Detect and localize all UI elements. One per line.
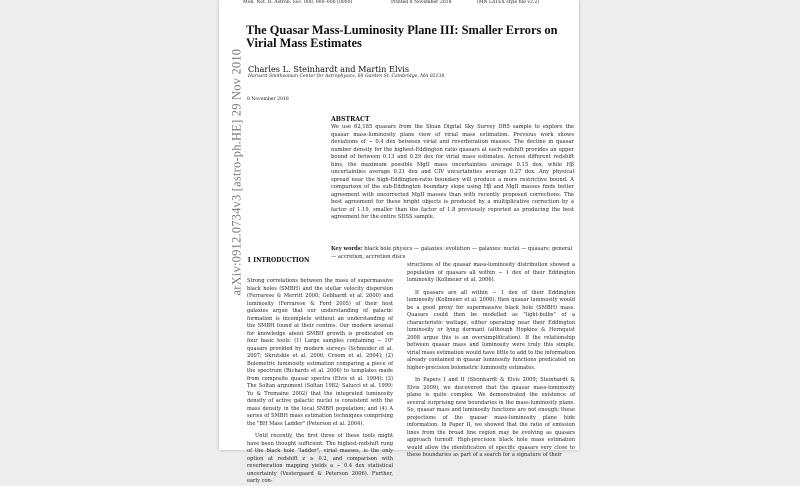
paper-date: 8 November 2018 [247,97,289,102]
running-header [239,0,569,8]
keywords-label: Key words: [331,246,363,252]
right-column [407,262,575,460]
intro-paragraph-5: In Papers I and II (Steinhardt & Elvis 2009; Steinhardt & Elvis 2009), we discovered that the quasar mass-luminosity plane is quite complex. We demonstrated the existence of several surprising new boundaries in the mass-luminosity plane. So, quasar mass and luminosity functions are not enough; these projections of the quasar mass-luminosity plane hide information. In Paper II, we showed that the ratio of emission lines from the broad line region may be evolving as quasars approach turnoff. High-precision black hole mass estimation would allow the identification of specific quasars very close to these boundaries as part of a search for a signature of their [407,377,575,458]
abstract-text: We use 62,185 quasars from the Sloan Digital Sky Survey DR5 sample to explore the quasar mass-luminosity plane view of virial mass estimation. Previous work shows deviations of ∼ 0.4 dex between virial and reverberation masses. The decline in quasar number density for the highest-Eddington ratio quasars at each redshift provides an upper bound of between 0.13 and 0.29 dex for virial mass estimates. Across different redshift bins, the maximum possible MgII mass uncertainties average 0.15 dex, while Hβ uncertainties average 0.21 dex and CIV uncertainties average 0.27 dex. Any physical spread near the high-Eddington-ratio boundary will produce a more restrictive bound. A comparison of the sub-Eddington boundary slope using Hβ and MgII masses finds better agreement with uncorrected MgII masses than with recently proposed corrections. The best agreement for these bright objects is produced by a multiplicative correction by a factor of 1.19, smaller than the factor of 1.8 previously reported as producing the best agreement for the entire SDSS sample. [331,124,574,220]
affiliation: Harvard-Smithsonian Center for Astrophysics, 60 Garden St, Cambridge, MA 02138 [248,74,445,79]
paper-title: The Quasar Mass-Luminosity Plane III: Smaller Errors on Virial Mass Estimates [246,23,558,50]
author-list: Charles L. Steinhardt and Martin Elvis [248,64,410,74]
printed-date: Printed 8 November 2018 [391,0,452,5]
arxiv-stamp: arXiv:0912.0734v3 [astro-ph.HE] 29 Nov 2010 [229,48,244,296]
intro-paragraph-2: Until recently, the first three of these tools might have been thought sufficient. The highest-redshift rung of the black hole "ladder", virial masses, is the only option at redshift z ≳ 0.2, and comparison with reverberation mapping yields a ∼ 0.4 dex statistical uncertainty (Vestergaard & Peterson 2006). Further, early con- [247,433,393,484]
style-file-note: (MN LATEX style file v2.2) [477,0,540,5]
abstract-heading: ABSTRACT [331,116,370,123]
intro-paragraph-3: structions of the quasar mass-luminosity distribution showed a population of quasars all within ∼ 1 dex of their Eddington luminosity (Kollmeier et al. 2006). [407,262,575,283]
intro-paragraph-4: If quasars are all within ∼ 1 dex of their Eddington luminosity (Kollmeier et al. 2006), then quasar luminosity would be a good proxy for supermassive black hole (SMBH) mass. Quasars could then be modelled as "light-bulbs" of a characteristic wattage, either operating near their Eddington luminosity or lying dormant (although Hopkins & Hernquist 2008 argue this is an oversimplification). If the relationship between quasar mass and luminosity were truly this simple, virial mass estimation would have little to add to the information already contained in quasar luminosity functions predicated on higher-precision bolometric luminosity estimates. [407,289,575,371]
keywords-text: black hole physics — galaxies: evolution — galaxies: nuclei — quasars: general — accretion, accretion discs [331,246,572,260]
intro-paragraph-1: Strong correlations between the mass of supermassive black holes (SMBH) and the stellar velocity dispersion (Ferrarese & Merritt 2000; Gebhardt et al. 2000) and luminosity (Ferrarese & Ford 2005) of their host galaxies argue that our understanding of galactic formation is incomplete without an understanding of the SMBH found at their centres. Our modern arsenal for knowledge about SMBH growth is predicated on four basic tools: (1) Large samples containing ∼ 10⁵ quasars provided by modern surveys (Schneider et al. 2007; Skrutskie et al. 2006; Croom et al. 2004); (2) Bolometric luminosity estimation comparing a piece of the spectrum (Richards et al. 2006) to templates made from composite quasar spectra (Elvis et al. 1994); (3) The Soltan argument (Soltan 1982; Salucci et al. 1999; Yu & Tremaine 2002) that the integrated luminosity density of active galactic nuclei is consistent with the mass density in the local SMBH population; and (4) A series of SMBH mass estimation techniques comprising the "BH Mass Ladder" (Peterson et al. 2004). [247,278,393,427]
paper-page [219,0,579,484]
journal-citation: Mon. Not. R. Astron. Soc. 000, 000–000 (0000) [243,0,353,5]
left-column [247,257,393,486]
section-heading-introduction: 1 INTRODUCTION [247,257,310,264]
